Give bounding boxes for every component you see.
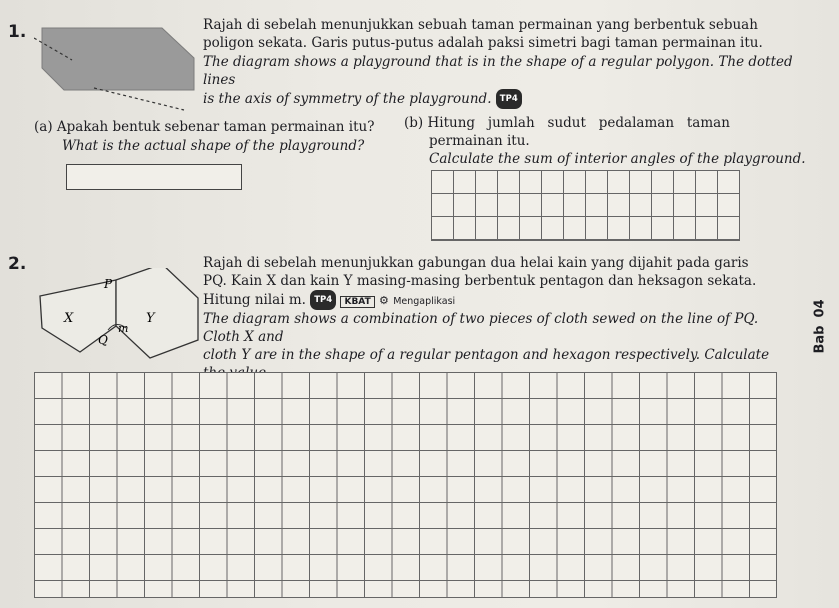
part-a-label: (a) [34,119,53,135]
q2-ms-line-3-text: Hitung nilai m. [203,292,306,308]
question-2-number: 2. [8,254,27,274]
part-b-question [404,114,730,132]
part-a-answer-box[interactable] [66,164,242,190]
q2-working-grid[interactable] [34,372,777,598]
chapter-number: 04 [812,299,828,318]
gear-icon: ⚙ [379,294,389,307]
q1-en-line-2 [203,89,823,109]
skill-label: Mengaplikasi [393,296,456,307]
q2-ms-line-2: PQ. Kain X dan kain Y masing-masing berbentuk pentagon dan heksagon sekata. [203,273,757,289]
playground-diagram [34,18,204,118]
part-a-malay: Apakah bentuk sebenar taman permainan itu? [56,119,375,135]
kbat-badge: KBAT [340,296,374,308]
q1-malay-text [203,16,823,52]
q1-ms-line-2: poligon sekata. Garis putus-putus adalah paksi simetri bagi taman permainan itu. [203,35,763,51]
part-b-malay-1: Hitung jumlah sudut pedalaman taman [427,115,730,131]
label-p: P [104,277,113,291]
q1-en-line-1: The diagram shows a playground that is in the shape of a regular polygon. The dotted lines [203,54,793,88]
tp4-badge: TP4 [496,89,522,109]
q2-ms-line-1: Rajah di sebelah menunjukkan gabungan dua helai kain yang dijahit pada garis [203,255,749,271]
part-b-english: Calculate the sum of interior angles of the playground. [429,151,806,167]
label-x: X [64,311,74,326]
label-y: Y [146,311,155,326]
q1-ms-line-1: Rajah di sebelah menunjukkan sebuah taman permainan yang berbentuk sebuah [203,17,758,33]
part-b-malay-2: permainan itu. [429,133,530,149]
part-a-english: What is the actual shape of the playground? [62,138,365,154]
q2-malay-text [203,254,803,311]
tp4-badge: TP4 [310,290,336,310]
chapter-word: Bab [812,325,828,354]
q2-ms-line-3 [203,290,803,311]
hexagon-y-shape [116,268,198,358]
cloth-diagram [34,268,206,380]
question-1-number: 1. [8,22,27,42]
symmetry-axis-2 [94,88,184,110]
part-b-label: (b) [404,115,424,131]
chapter-side-tab [808,280,832,352]
part-a-question [34,118,374,136]
q2-en-line-2: cloth Y are in the shape of a regular pentagon and hexagon respectively. Calculate [203,347,770,363]
label-m: m [118,322,129,335]
label-q: Q [98,333,108,347]
q1-english-text [203,53,823,109]
q1-en-line-2-text: is the axis of symmetry of the playground. [203,91,492,107]
playground-shape [42,28,194,90]
part-b-working-grid[interactable] [431,170,740,241]
q2-en-line-1: The diagram shows a combination of two pieces of cloth sewed on the line of PQ. Cloth X and [203,311,759,345]
